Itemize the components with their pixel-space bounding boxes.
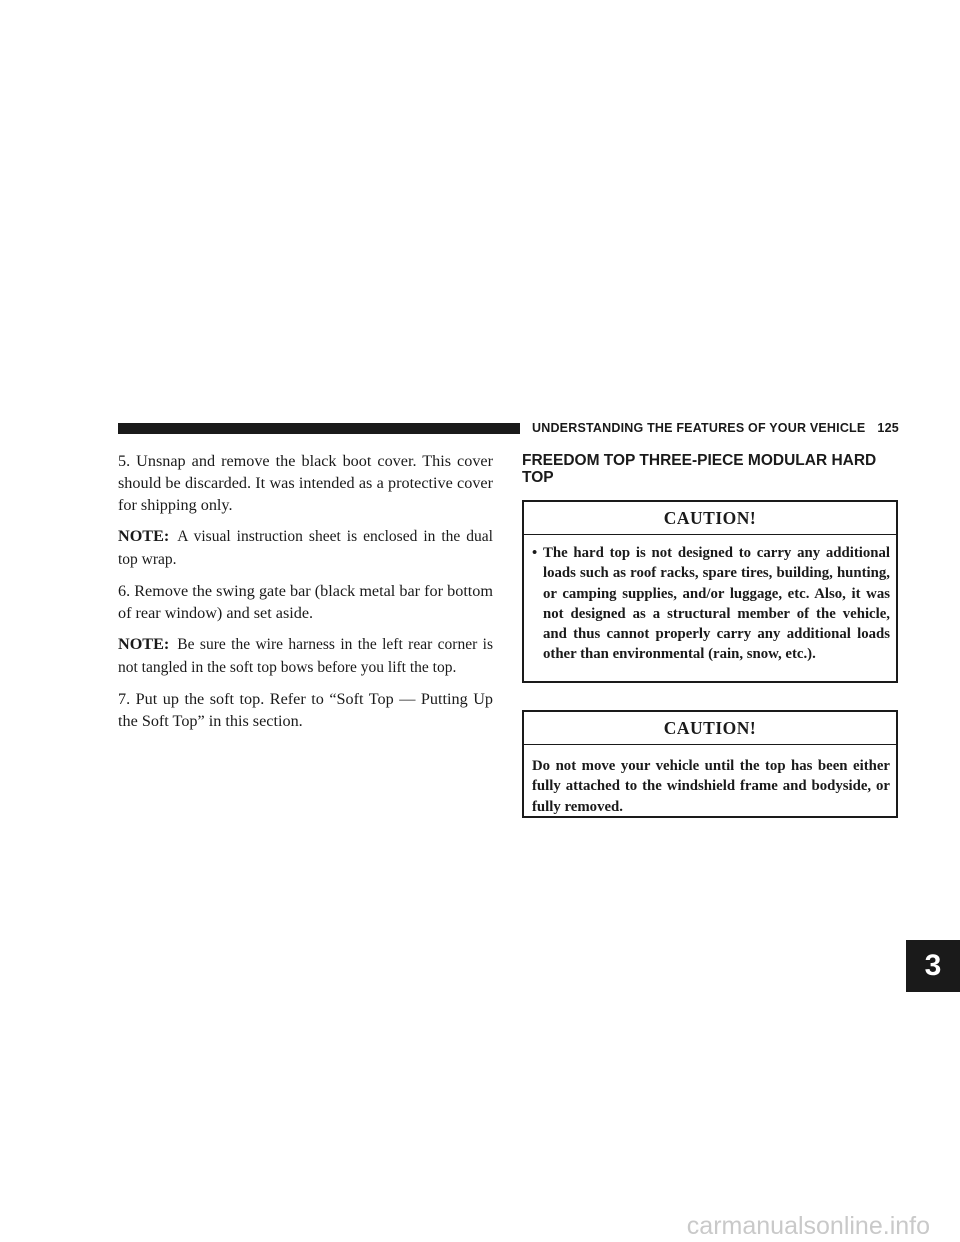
caution-body-text: Do not move your vehicle until the top has been either fully attached to the windshield frame and bodyside, or fully removed. (532, 758, 890, 815)
caution-title: CAUTION! (524, 712, 896, 745)
caution-body (524, 535, 896, 665)
bullet-icon: • (532, 545, 538, 561)
note-1-text: A visual instruction sheet is enclosed in the dual top wrap. (118, 528, 493, 568)
caution-bullet-item (532, 543, 890, 665)
step-5: 5. Unsnap and remove the black boot cover. This cover should be discarded. It was intended as a protective cover for shipping only. (118, 452, 493, 514)
note-1-label: NOTE: (118, 527, 170, 545)
note-2-text: Be sure the wire harness in the left rear corner is not tangled in the soft top bows before you lift the top. (118, 636, 493, 676)
header-rule (118, 423, 520, 434)
note-2 (118, 633, 493, 679)
running-header (532, 421, 899, 435)
step-6: 6. Remove the swing gate bar (black metal bar for bottom of rear window) and set aside. (118, 582, 493, 622)
caution-bullet-text: The hard top is not designed to carry any additional loads such as roof racks, spare tires, building, hunting, or camping supplies, and/or luggage, etc. Also, it was not designed as a structural member of the vehicle, and thus cannot properly carry any additional loads other than environmental (rain, snow, etc.). (543, 545, 890, 663)
chapter-tab: 3 (906, 940, 960, 992)
watermark: carmanualsonline.info (686, 1212, 930, 1240)
caution-title: CAUTION! (524, 502, 896, 535)
note-1 (118, 525, 493, 571)
page-number: 125 (877, 421, 899, 435)
step-7: 7. Put up the soft top. Refer to “Soft Top — Putting Up the Soft Top” in this section. (118, 690, 493, 730)
left-column (118, 450, 493, 741)
caution-box-hard-top-loads (522, 500, 898, 683)
note-2-label: NOTE: (118, 635, 170, 653)
caution-box-do-not-move (522, 710, 898, 818)
section-heading: FREEDOM TOP THREE-PIECE MODULAR HARD TOP (522, 452, 877, 486)
header-section-title: UNDERSTANDING THE FEATURES OF YOUR VEHICLE (532, 421, 866, 435)
